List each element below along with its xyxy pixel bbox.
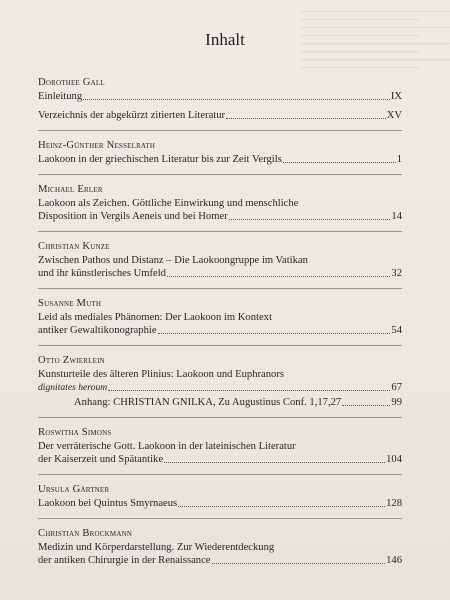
- page-number: IX: [390, 91, 402, 102]
- author-name: Susanne Muth: [38, 298, 102, 309]
- toc-entry: [38, 139, 402, 175]
- author-name: Dorothee Gall: [38, 77, 105, 88]
- author-name: Heinz-Günther Nesselrath: [38, 140, 156, 151]
- page-number: 54: [391, 325, 402, 336]
- toc-line: [38, 267, 402, 280]
- author-name: Christian Brockmann: [38, 528, 133, 539]
- toc-line: [38, 109, 402, 122]
- toc-line: [38, 497, 402, 510]
- chapter-title: dignitates heroum: [38, 382, 108, 393]
- dot-leader: [283, 162, 396, 163]
- toc-entry: [38, 240, 402, 289]
- dot-leader: [229, 219, 391, 220]
- chapter-title: Laokoon in der griechischen Literatur bis zur Zeit Vergils: [38, 154, 282, 165]
- toc-line: [38, 153, 402, 166]
- chapter-title: Laokoon bei Quintus Smyrnaeus: [38, 498, 178, 509]
- page-number: 1: [396, 154, 402, 165]
- toc-subline: [38, 396, 402, 409]
- toc-line: [38, 381, 402, 394]
- dot-leader: [108, 390, 390, 391]
- chapter-title: der antiken Chirurgie in der Renaissance: [38, 555, 211, 566]
- dot-leader: [342, 405, 390, 406]
- toc-entry: [38, 426, 402, 475]
- page-number: 104: [386, 454, 402, 465]
- chapter-title-line: Zwischen Pathos und Distanz – Die Laokoongruppe im Vatikan: [38, 255, 308, 266]
- chapter-title: Verzeichnis der abgekürzt zitierten Literatur: [38, 110, 226, 121]
- toc-entry: [38, 183, 402, 232]
- dot-leader: [164, 462, 385, 463]
- toc-entry: [38, 297, 402, 346]
- chapter-title: und ihr künstlerisches Umfeld: [38, 268, 166, 279]
- chapter-title-line: Leid als mediales Phänomen: Der Laokoon im Kontext: [38, 312, 272, 323]
- toc-line: [38, 324, 402, 337]
- table-of-contents: [38, 76, 402, 583]
- dot-leader: [158, 333, 391, 334]
- author-name: Otto Zwierlein: [38, 355, 105, 366]
- author-name: Christian Kunze: [38, 241, 110, 252]
- chapter-title-line: Medizin und Körperdarstellung. Zur Wiederentdeckung: [38, 542, 275, 553]
- page-number: 14: [391, 211, 402, 222]
- dot-leader: [226, 118, 386, 119]
- author-name: Ursula Gärtner: [38, 484, 110, 495]
- chapter-title: der Kaiserzeit und Spätantike: [38, 454, 164, 465]
- author-name: Roswitha Simons: [38, 427, 112, 438]
- toc-entry: [38, 354, 402, 418]
- author-name: Michael Erler: [38, 184, 103, 195]
- page-title: Inhalt: [205, 30, 245, 49]
- dot-leader: [178, 506, 385, 507]
- page-number: XV: [386, 110, 402, 121]
- page-number: 146: [386, 555, 402, 566]
- toc-line: [38, 554, 402, 567]
- chapter-title: Einleitung: [38, 91, 83, 102]
- chapter-title: antiker Gewaltikonographie: [38, 325, 157, 336]
- dot-leader: [212, 563, 386, 564]
- toc-line: [38, 90, 402, 103]
- chapter-title-line: Der verräterische Gott. Laokoon in der lateinischen Literatur: [38, 441, 296, 452]
- page-number: 99: [391, 397, 402, 408]
- chapter-title-line: Kunsturteile des älteren Plinius: Laokoon und Euphranors: [38, 369, 284, 380]
- toc-line: [38, 210, 402, 223]
- page-number: 32: [391, 268, 402, 279]
- dot-leader: [167, 276, 390, 277]
- page-number: 67: [391, 382, 402, 393]
- toc-line: [38, 453, 402, 466]
- appendix-title: Anhang: CHRISTIAN GNILKA, Zu Augustinus Conf. 1,17,27: [74, 397, 342, 408]
- chapter-title-line: Laokoon als Zeichen. Göttliche Einwirkung und menschliche: [38, 198, 299, 209]
- toc-entry: [38, 483, 402, 519]
- toc-entry: [38, 527, 402, 575]
- chapter-title: Disposition in Vergils Aeneis und bei Homer: [38, 211, 228, 222]
- dot-leader: [83, 99, 390, 100]
- toc-entry: [38, 76, 402, 131]
- page-number: 128: [386, 498, 402, 509]
